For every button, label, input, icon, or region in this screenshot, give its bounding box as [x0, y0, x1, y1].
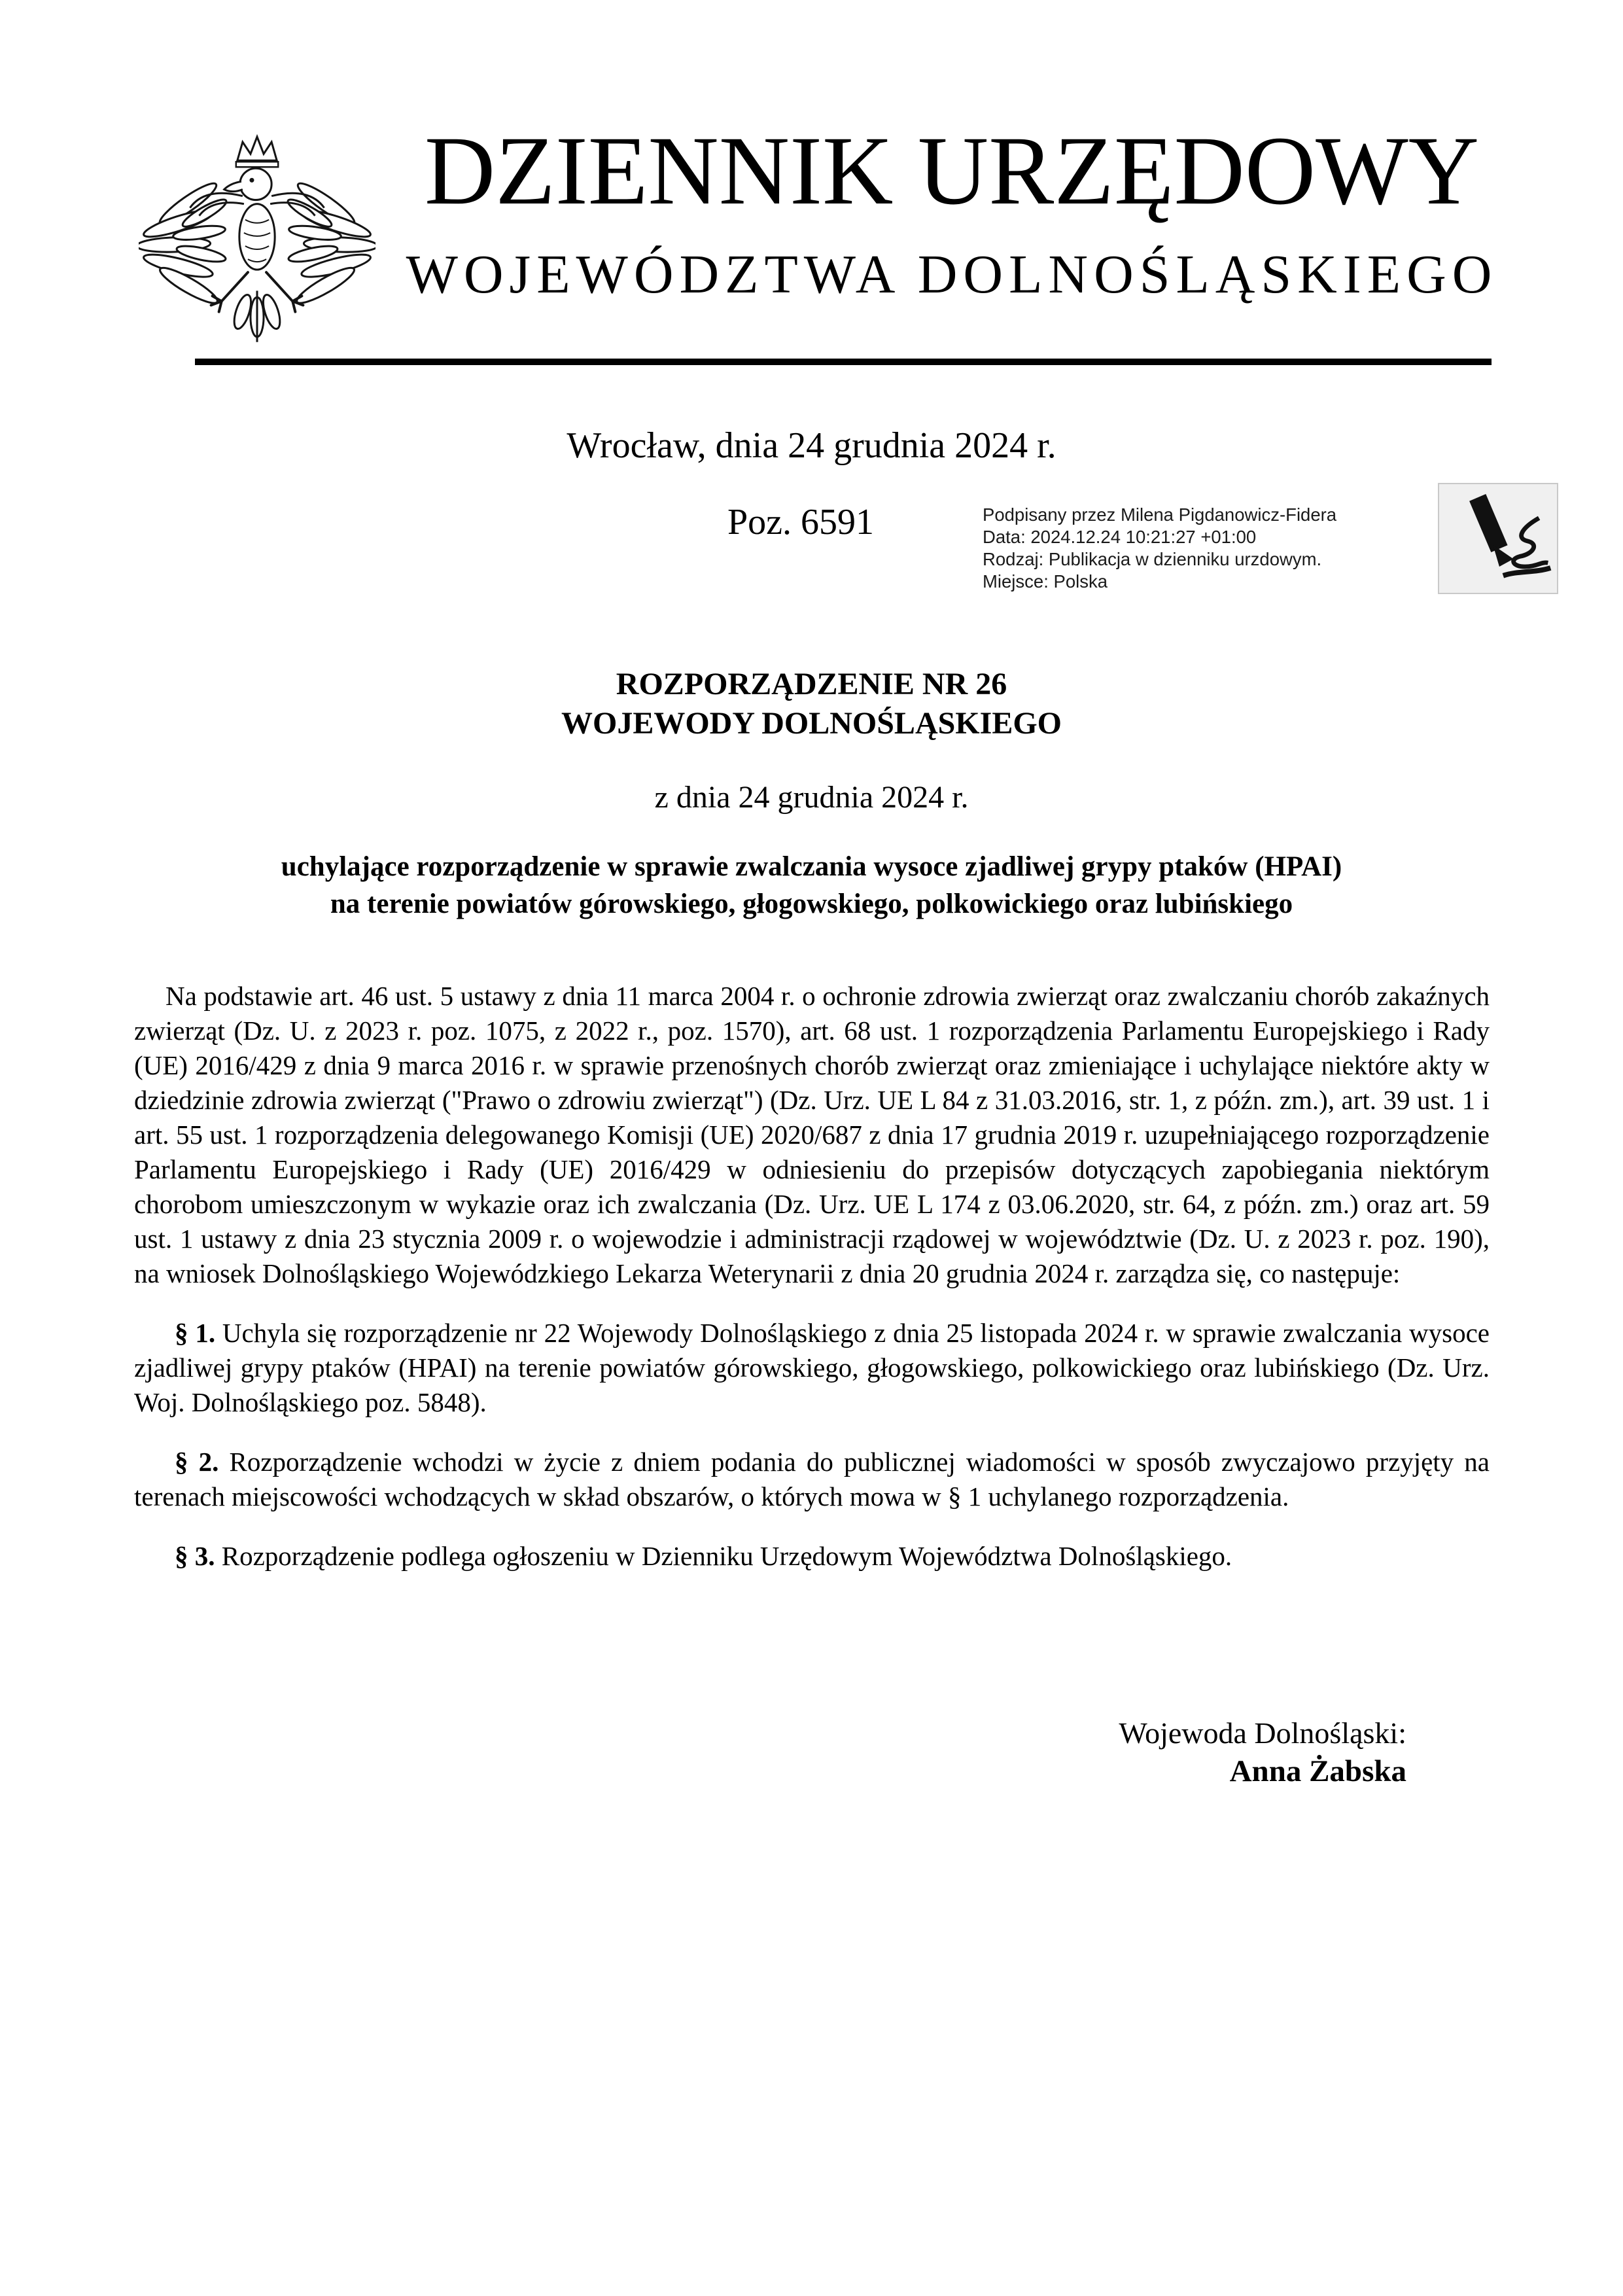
paragraph-2-text: Rozporządzenie wchodzi w życie z dniem podania do publicznej wiadomości w sposób zwyczajowo przyjęty na terenach miejscowości wchodzących w skład obszarów, o których mowa w § 1 uchylanego rozporządzenia.: [134, 1447, 1490, 1511]
act-title-line2: WOJEWODY DOLNOŚLĄSKIEGO: [561, 706, 1062, 741]
stamp-date: Data: 2024.12.24 10:21:27 +01:00: [983, 527, 1257, 547]
act-date: z dnia 24 grudnia 2024 r.: [654, 780, 969, 815]
position-number: Poz. 6591: [727, 502, 874, 542]
paragraph-3-text: Rozporządzenie podlega ogłoszeniu w Dzienniku Urzędowym Województwa Dolnośląskiego.: [215, 1541, 1232, 1571]
act-title-line1: ROZPORZĄDZENIE NR 26: [616, 667, 1007, 701]
journal-title: DZIENNIK URZĘDOWY: [424, 116, 1480, 225]
act-subject-line2: na terenie powiatów górowskiego, głogowskiego, polkowickiego oraz lubińskiego: [330, 889, 1293, 919]
stamp-signed-by: Podpisany przez Milena Pigdanowicz-Fidera: [983, 504, 1337, 525]
act-subject: [0, 848, 1623, 923]
digital-signature-stamp: [983, 504, 1414, 593]
signature-pen-icon: [1438, 483, 1558, 594]
act-subject-line1: uchylające rozporządzenie w sprawie zwalczania wysoce zjadliwej grypy ptaków (HPAI): [281, 851, 1342, 882]
paragraph-1-text: Uchyla się rozporządzenie nr 22 Wojewody Dolnośląskiego z dnia 25 listopada 2024 r. w sprawie zwalczania wysoce zjadliwej grypy ptaków (HPAI) na terenie powiatów górowskiego, głogowskiego, polkowickiego oraz lubińskiego (Dz. Urz. Woj. Dolnośląskiego poz. 5848).: [134, 1318, 1490, 1417]
paragraph-3-label: § 3.: [175, 1541, 215, 1571]
paragraph-2: [134, 1445, 1490, 1514]
paragraph-1-label: § 1.: [175, 1318, 216, 1348]
paragraph-2-label: § 2.: [175, 1447, 219, 1477]
act-body: [134, 979, 1490, 1574]
journal-subtitle: WOJEWÓDZTWA DOLNOŚLĄSKIEGO: [406, 244, 1498, 305]
paragraph-1: [134, 1316, 1490, 1420]
signoff-name: Anna Żabska: [1229, 1754, 1406, 1788]
signoff-role: Wojewoda Dolnośląski:: [1119, 1716, 1406, 1750]
masthead-divider: [195, 359, 1492, 365]
dateline: Wrocław, dnia 24 grudnia 2024 r.: [567, 425, 1056, 466]
act-title: [0, 665, 1623, 743]
preamble: Na podstawie art. 46 ust. 5 ustawy z dnia 11 marca 2004 r. o ochronie zdrowia zwierząt oraz zwalczaniu chorób zakaźnych zwierząt (Dz. U. z 2023 r. poz. 1075, z 2022 r., poz. 1570), art. 68 ust. 1 rozporządzenia Parlamentu Europejskiego i Rady (UE) 2016/429 z dnia 9 marca 2016 r. w sprawie przenośnych chorób zwierząt oraz zmieniające i uchylające niektóre akty w dziedzinie zdrowia zwierząt ("Prawo o zdrowiu zwierząt") (Dz. Urz. UE L 84 z 31.03.2016, str. 1, z późn. zm.), art. 39 ust. 1 i art. 55 ust. 1 rozporządzenia delegowanego Komisji (UE) 2020/687 z dnia 17 grudnia 2019 r. uzupełniającego rozporządzenie Parlamentu Europejskiego i Rady (UE) 2016/429 w odniesieniu do przepisów dotyczących zapobiegania niektórym chorobom umieszczonym w wykazie oraz ich zwalczania (Dz. Urz. UE L 174 z 03.06.2020, str. 64, z późn. zm.) oraz art. 59 ust. 1 ustawy z dnia 23 stycznia 2009 r. o wojewodzie i administracji rządowej w województwie (Dz. U. z 2023 r. poz. 190), na wniosek Dolnośląskiego Wojewódzkiego Lekarza Weterynarii z dnia 20 grudnia 2024 r. zarządza się, co następuje:: [134, 981, 1490, 1288]
signoff: [752, 1714, 1406, 1790]
paragraph-3: [134, 1539, 1490, 1574]
stamp-kind: Rodzaj: Publikacja w dzienniku urzdowym.: [983, 549, 1322, 569]
stamp-place: Miejsce: Polska: [983, 571, 1108, 592]
